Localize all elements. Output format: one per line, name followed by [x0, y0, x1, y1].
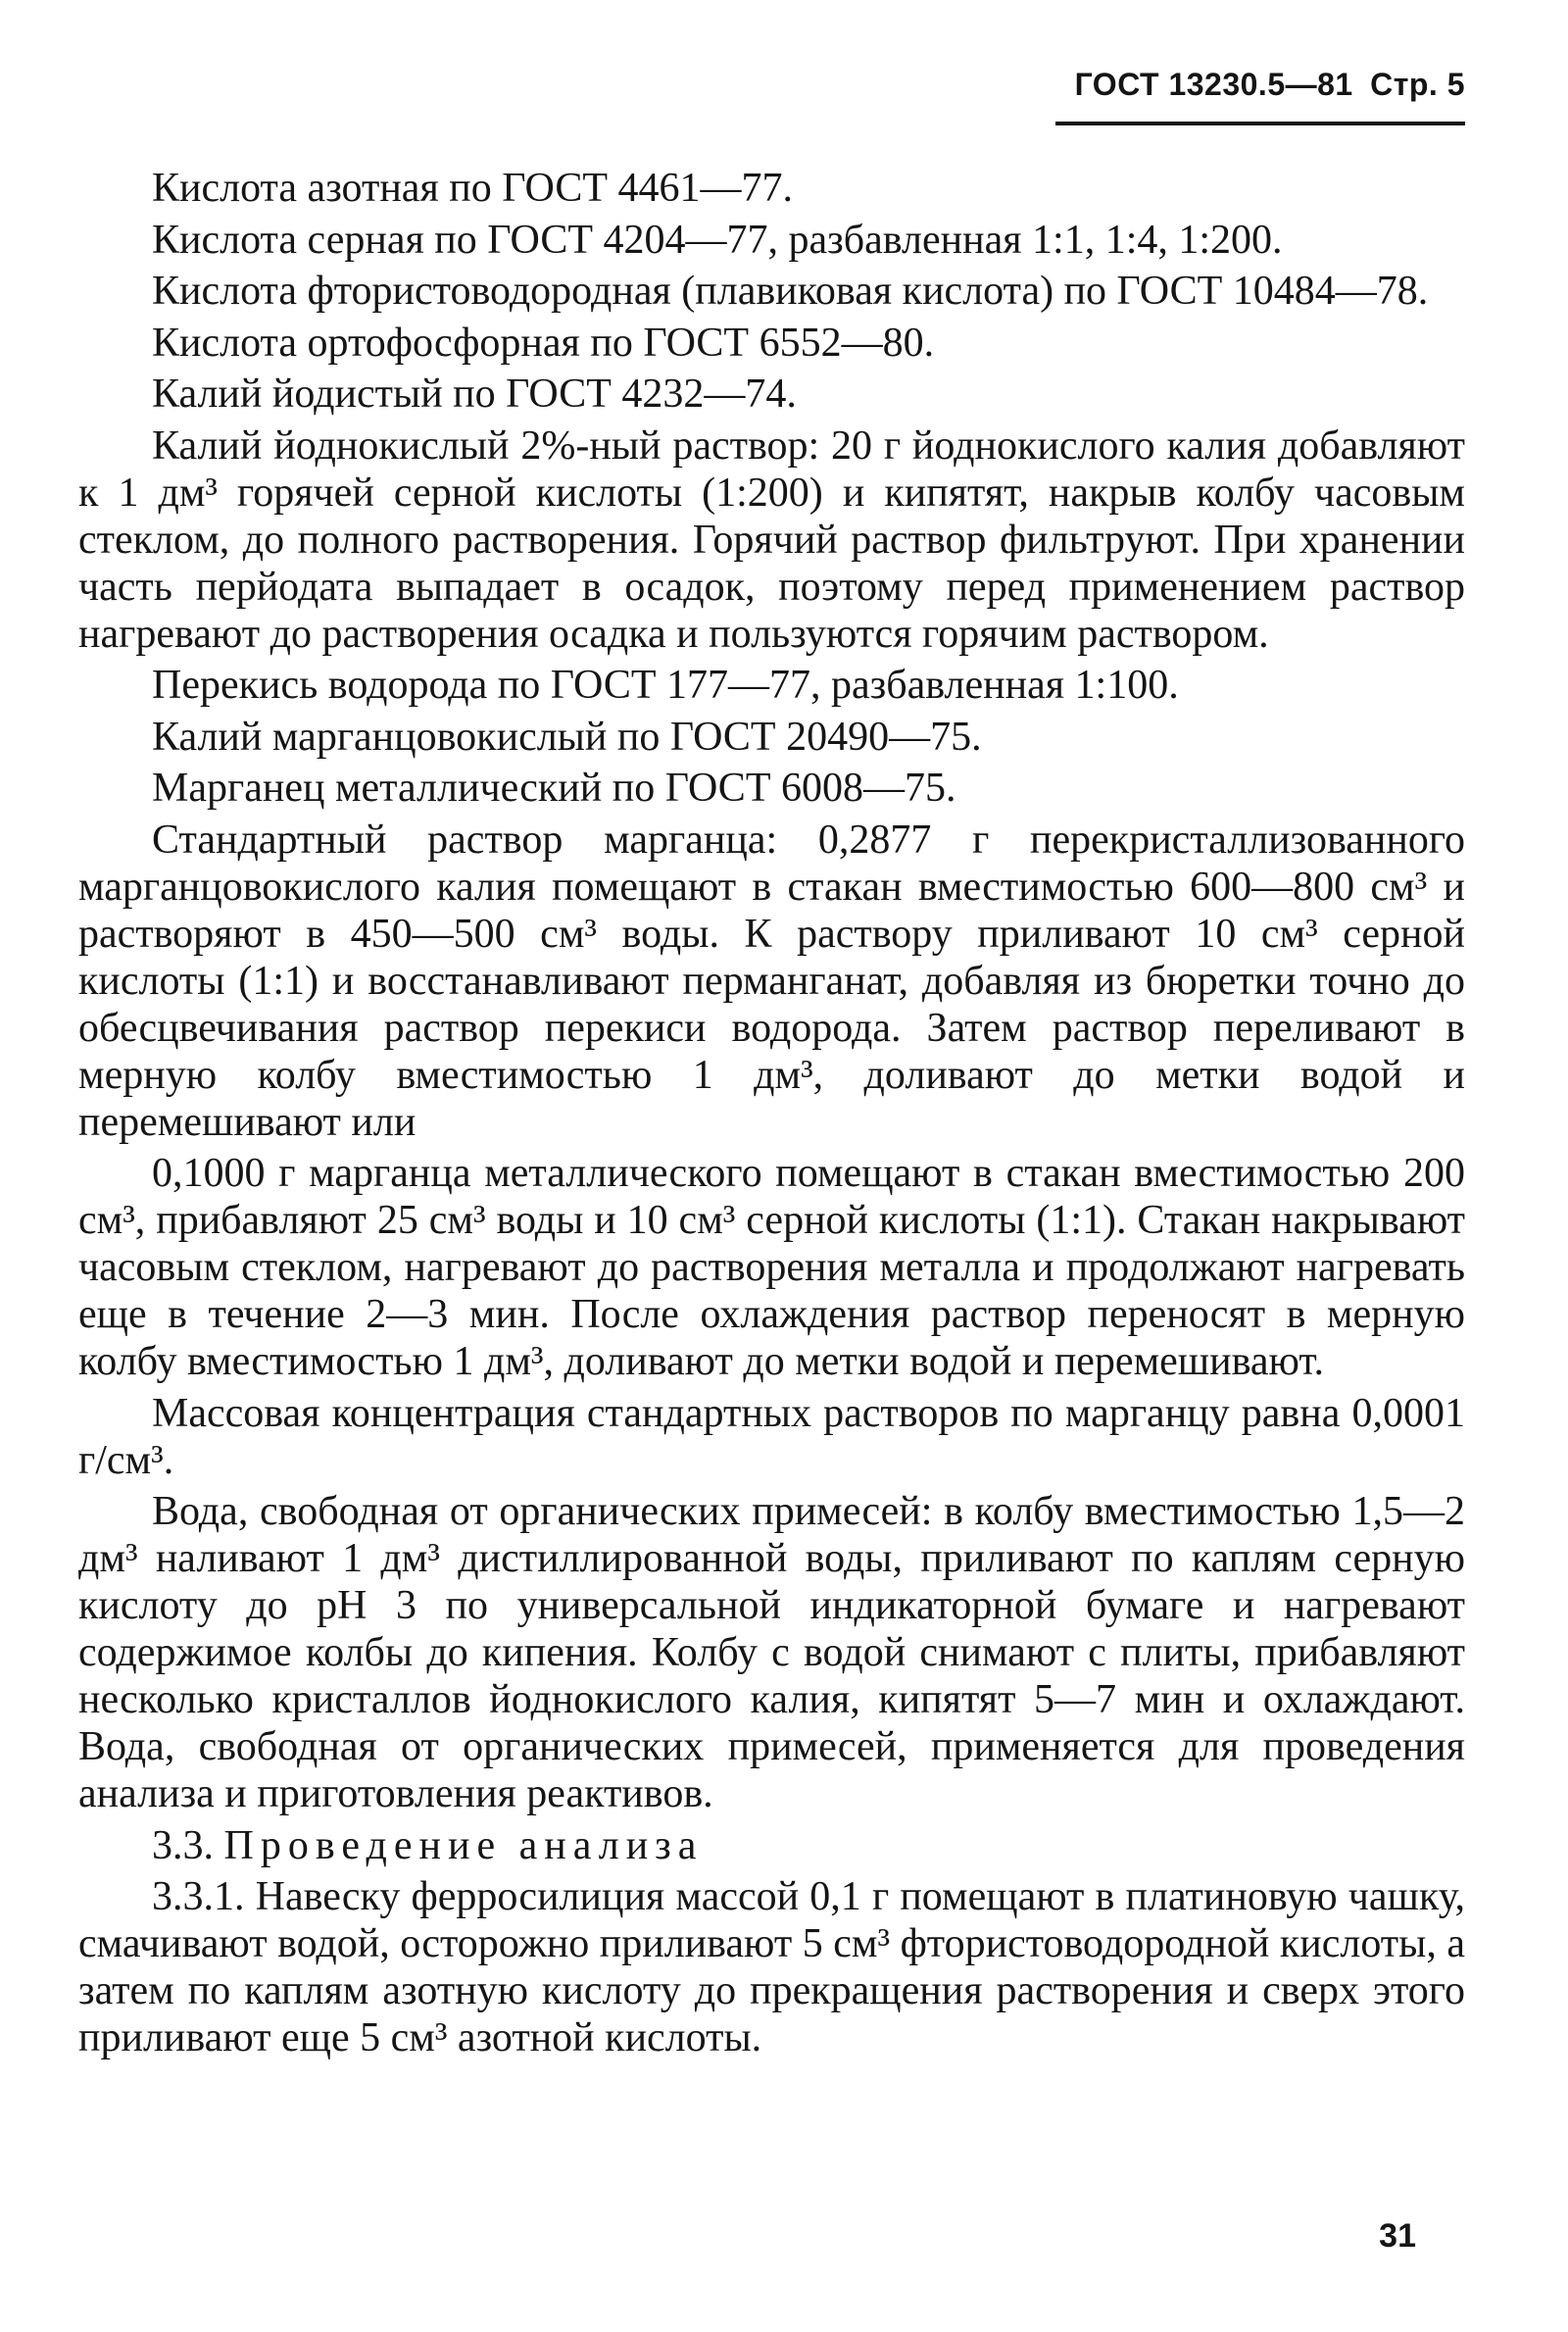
paragraph: Кислота серная по ГОСТ 4204—77, разбавленная 1:1, 1:4, 1:200.: [152, 217, 1283, 263]
section-heading: [78, 1822, 1465, 1869]
paragraph: Перекись водорода по ГОСТ 177—77, разбавленная 1:100.: [152, 663, 1179, 708]
paragraph: Калий йодистый по ГОСТ 4232—74.: [152, 372, 797, 417]
paragraph: Стандартный раствор марганца: 0,2877 г перекристаллизованного марганцовокислого калия помещают в стакан вместимостью 600—800 см³ и растворяют в 450—500 см³ воды. К раствору приливают 10 см³ серной кислоты (1:1) и восстанавливают перманганат, добавляя из бюретки точно до обесцвечивания раствор перекиси водорода. Затем раствор переливают в мерную колбу вместимостью 1 дм³, доливают до метки водой и перемешивают или: [78, 817, 1465, 1145]
paragraph: Кислота ортофосфорная по ГОСТ 6552—80.: [152, 320, 935, 366]
paragraph: Калий йоднокислый 2%-ный раствор: 20 г йоднокислого калия добавляют к 1 дм³ горячей серной кислоты (1:200) и кипятят, накрыв колбу часовым стеклом, до полного растворения. Горячий раствор фильтруют. При хранении часть перйодата выпадает в осадок, поэтому перед применением раствор нагревают до растворения осадка и пользуются горячим раствором.: [78, 422, 1465, 657]
paragraph: Калий марганцовокислый по ГОСТ 20490—75.: [152, 714, 982, 760]
body-text: [78, 165, 1465, 2066]
paragraph: Кислота азотная по ГОСТ 4461—77.: [152, 166, 793, 211]
page-number: 31: [1379, 2217, 1416, 2255]
paragraph: Кислота фтористоводородная (плавиковая кислота) по ГОСТ 10484—78.: [152, 269, 1429, 314]
paragraph: 3.3.1. Навеску ферросилиция массой 0,1 г помещают в платиновую чашку, смачивают водой, осторожно приливают 5 см³ фтористоводородной кислоты, а затем по каплям азотную кислоту до прекращения растворения и сверх этого приливают еще 5 см³ азотной кислоты.: [78, 1874, 1465, 2060]
section-number: 3.3.: [152, 1822, 214, 1868]
document-page: [78, 0, 1465, 2332]
header-rule: [1055, 122, 1465, 125]
page-label: Стр. 5: [1370, 67, 1465, 102]
paragraph: Массовая концентрация стандартных растворов по марганцу равна 0,0001 г/см³.: [78, 1390, 1465, 1483]
paragraph: Вода, свободная от органических примесей: в колбу вместимостью 1,5—2 дм³ наливают 1 дм³ дистиллированной воды, приливают по каплям серную кислоту до pH 3 по универсальной индикаторной бумаге и нагревают содержимое колбы до кипения. Колбу с водой снимают с плиты, прибавляют несколько кристаллов йоднокислого калия, кипятят 5—7 мин и охлаждают. Вода, свободная от органических примесей, применяется для проведения анализа и приготовления реактивов.: [78, 1489, 1465, 1816]
paragraph: Марганец металлический по ГОСТ 6008—75.: [152, 766, 956, 811]
running-header: [1075, 67, 1465, 103]
standard-designation: ГОСТ 13230.5—81: [1074, 67, 1353, 102]
paragraph: 0,1000 г марганца металлического помещают в стакан вместимостью 200 см³, прибавляют 25 см³ воды и 10 см³ серной кислоты (1:1). Стакан накрывают часовым стеклом, нагревают до растворения металла и продолжают нагревать еще в течение 2—3 мин. После охлаждения раствор переносят в мерную колбу вместимостью 1 дм³, доливают до метки водой и перемешивают.: [78, 1151, 1465, 1384]
section-title: Проведение анализа: [223, 1822, 704, 1868]
